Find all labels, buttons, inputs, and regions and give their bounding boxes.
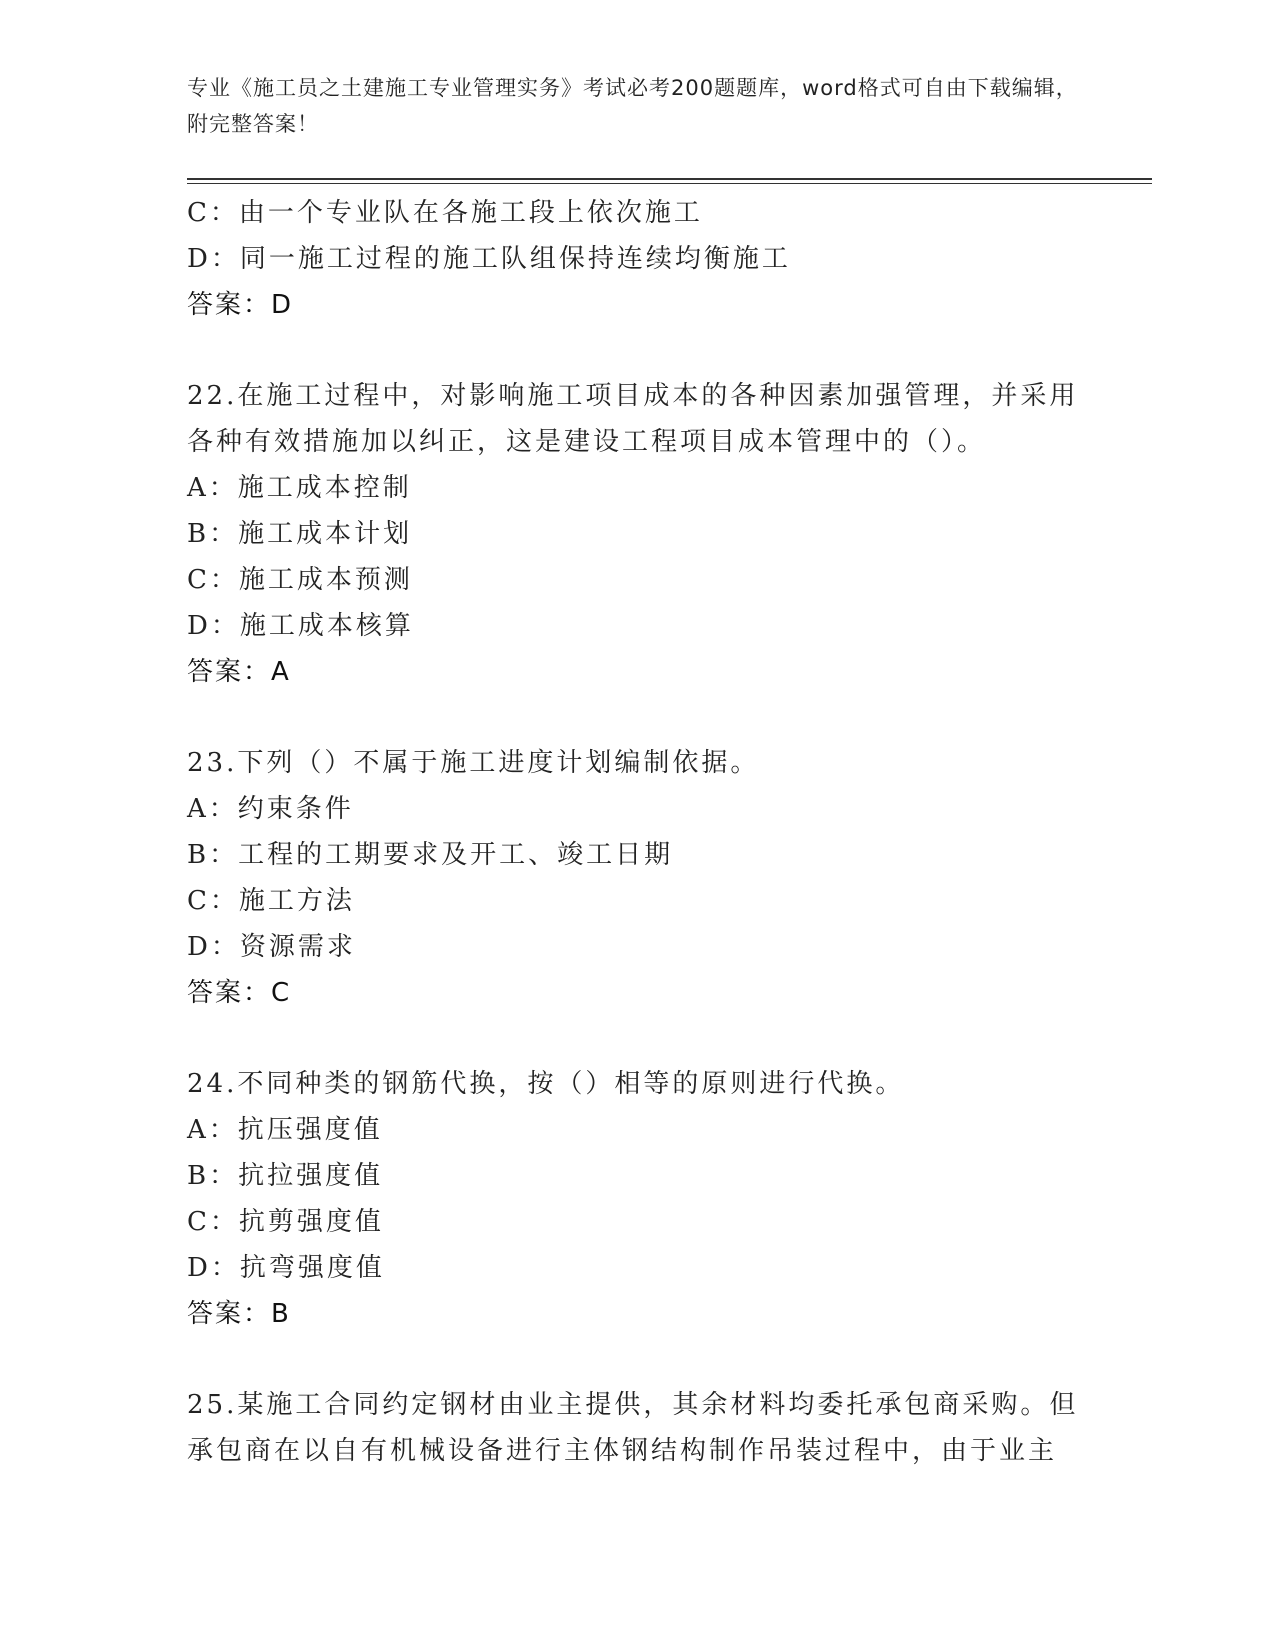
option-a: A：约束条件 [187, 794, 354, 824]
answer-line: 答案：D [187, 290, 294, 320]
option-c: C：由一个专业队在各施工段上依次施工 [187, 198, 703, 228]
option-d: D：施工成本核算 [187, 611, 414, 641]
question-stem: 22.在施工过程中，对影响施工项目成本的各种因素加强管理，并采用 [187, 381, 1079, 411]
spacer [187, 1337, 1087, 1382]
answer-line: 答案：A [187, 657, 291, 687]
spacer [187, 328, 1087, 373]
option-d: D：同一施工过程的施工队组保持连续均衡施工 [187, 244, 791, 274]
option-d: D：抗弯强度值 [187, 1253, 385, 1283]
header-divider-thick [187, 178, 1152, 180]
spacer [187, 695, 1087, 740]
question-stem: 24.不同种类的钢筋代换，按（）相等的原则进行代换。 [187, 1069, 905, 1099]
spacer [187, 1016, 1087, 1061]
question-content [187, 190, 1087, 1474]
answer-line: 答案：C [187, 978, 292, 1008]
option-a: A：施工成本控制 [187, 473, 412, 503]
document-header-title: 专业《施工员之土建施工专业管理实务》考试必考200题题库，word格式可自由下载编辑，附完整答案！ [187, 76, 1078, 136]
option-c: C：施工成本预测 [187, 565, 413, 595]
option-b: B：施工成本计划 [187, 519, 413, 549]
answer-line: 答案：B [187, 1299, 291, 1329]
question-stem: 各种有效措施加以纠正，这是建设工程项目成本管理中的（）。 [187, 427, 987, 457]
question-stem: 23.下列（）不属于施工进度计划编制依据。 [187, 748, 760, 778]
option-a: A：抗压强度值 [187, 1115, 383, 1145]
option-c: C：抗剪强度值 [187, 1207, 384, 1237]
header-divider-thin [187, 183, 1152, 184]
option-d: D：资源需求 [187, 932, 356, 962]
option-b: B：抗拉强度值 [187, 1161, 384, 1191]
option-c: C：施工方法 [187, 886, 355, 916]
question-stem: 承包商在以自有机械设备进行主体钢结构制作吊装过程中，由于业主 [187, 1436, 1058, 1466]
question-stem: 25.某施工合同约定钢材由业主提供，其余材料均委托承包商采购。但 [187, 1390, 1079, 1420]
option-b: B：工程的工期要求及开工、竣工日期 [187, 840, 674, 870]
